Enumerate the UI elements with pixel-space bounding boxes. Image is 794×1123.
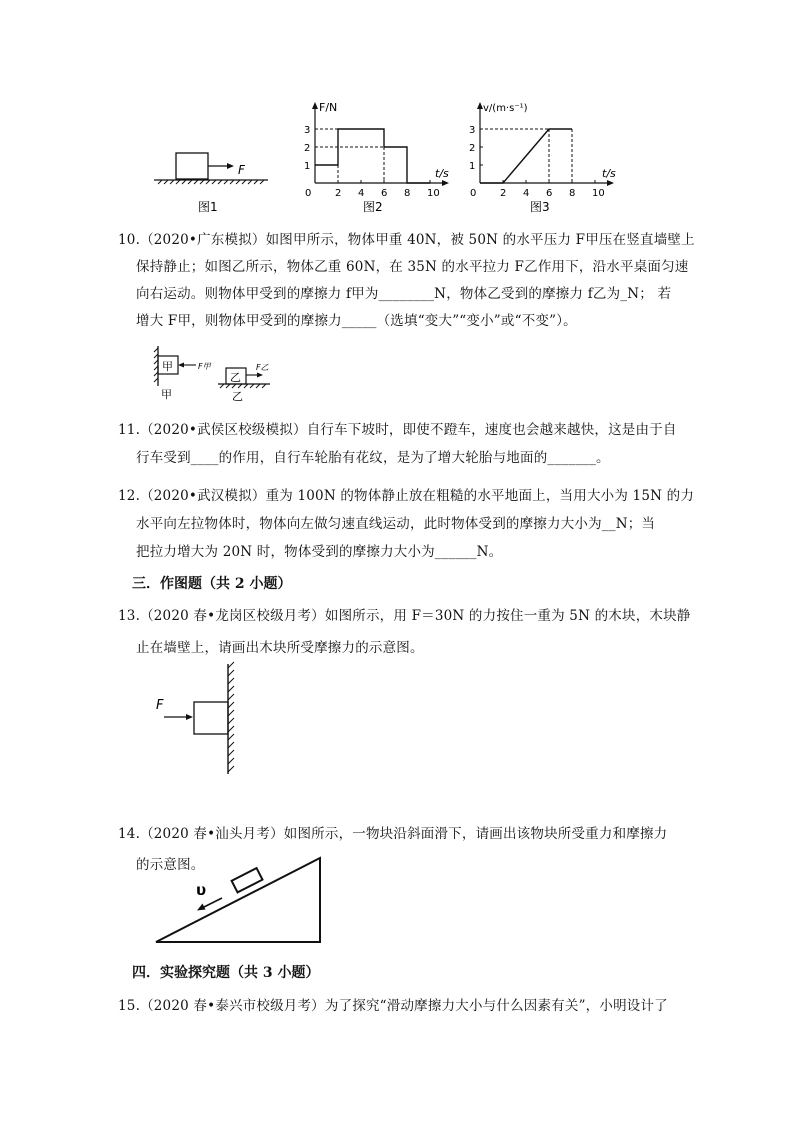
series-solid (315, 129, 430, 183)
q10-line-1: 10.（2020•广东模拟）如图甲所示，物体甲重 40N，被 50N 的水平压力 F甲压在竖直墙壁上 (118, 232, 695, 248)
force-label: F (156, 698, 164, 713)
q14-figure (150, 850, 330, 950)
y-tick-label: 1 (304, 161, 311, 172)
figure-2-caption: 图2 (363, 200, 383, 214)
q12-line-1: 12.（2020•武汉模拟）重为 100N 的物体静止放在粗糙的水平地面上，当用大小为 15N 的力 (118, 488, 695, 504)
figure-3-caption: 图3 (530, 200, 550, 214)
q15-line-1: 15.（2020 春•泰兴市校级月考）为了探究“滑动摩擦力大小与什么因素有关”，小明设计了 (118, 998, 668, 1014)
x-tick-label: 10 (427, 188, 440, 199)
block-yi-label: 乙 (230, 371, 241, 384)
figure-3-velocity-time-graph (460, 97, 625, 217)
series-velocity (480, 129, 572, 183)
x-tick-label: 6 (546, 188, 553, 199)
velocity-label: υ (196, 881, 207, 899)
y-tick-label: 2 (469, 143, 476, 154)
y-tick-label: 3 (304, 125, 311, 136)
x-tick-label: 4 (523, 188, 530, 199)
q13-line-2: 止在墙壁上，请画出木块所受摩擦力的示意图。 (136, 640, 424, 656)
figure-yi-caption: 乙 (232, 390, 243, 403)
x-tick-label: 0 (305, 188, 312, 199)
y-tick-label: 3 (469, 125, 476, 136)
figure-1-caption: 图1 (198, 200, 218, 214)
q12-line-2: 水平向左拉物体时，物体向左做匀速直线运动，此时物体受到的摩擦力大小为__N；当 (136, 516, 656, 532)
x-tick-label: 10 (592, 188, 605, 199)
q12-line-3: 把拉力增大为 20N 时，物体受到的摩擦力大小为______N。 (136, 544, 503, 560)
y-tick-label: 1 (469, 161, 476, 172)
force-yi-label: F乙 (256, 363, 269, 372)
section-4-title: 四．实验探究题（共 3 小题） (132, 965, 320, 981)
y-axis-label: F/N (319, 101, 338, 114)
q13-line-1: 13.（2020 春•龙岗区校级月考）如图所示，用 F＝30N 的力按住一重为 5N 的木块，木块静 (118, 608, 691, 624)
velocity-arrow (202, 898, 222, 908)
q13-figure (150, 660, 250, 780)
x-tick-label: 4 (358, 188, 365, 199)
section-3-title: 三．作图题（共 2 小题） (132, 576, 292, 592)
block (176, 153, 208, 179)
x-tick-label: 8 (404, 188, 411, 199)
q14-line-2: 的示意图。 (136, 857, 205, 873)
q10-line-2: 保持静止；如图乙所示，物体乙重 60N，在 35N 的水平拉力 F乙作用下，沿水平桌面匀速 (136, 259, 689, 275)
q10-line-3: 向右运动。则物体甲受到的摩擦力 f甲为________N，物体乙受到的摩擦力 f乙为_N； 若 (136, 286, 672, 302)
force-label: F (238, 163, 245, 177)
x-tick-label: 2 (335, 188, 342, 199)
x-axis-label: t/s (435, 167, 449, 180)
x-tick-label: 6 (381, 188, 388, 199)
force-jia-label: F甲 (198, 362, 211, 371)
q11-line-2: 行车受到____的作用，自行车轮胎有花纹，是为了增大轮胎与地面的_______。 (136, 450, 610, 466)
y-tick-label: 2 (304, 143, 311, 154)
wood-block (194, 702, 228, 734)
q10-line-4: 增大 F甲，则物体甲受到的摩擦力_____（选填“变大”“变小”或“不变”）。 (136, 313, 577, 329)
x-tick-label: 8 (569, 188, 576, 199)
block-jia-label: 甲 (162, 360, 173, 373)
q11-line-1: 11.（2020•武侯区校级模拟）自行车下坡时，即使不蹬车，速度也会越来越快，这是由于自 (118, 422, 677, 438)
q14-line-1: 14.（2020 春•汕头月考）如图所示，一物块沿斜面滑下，请画出该物块所受重力和摩擦力 (118, 826, 668, 842)
figure-jia-caption: 甲 (161, 388, 172, 401)
x-axis-label: t/s (602, 167, 616, 180)
x-tick-label: 0 (470, 188, 477, 199)
x-tick-label: 2 (500, 188, 507, 199)
figure-1 (150, 140, 280, 215)
y-axis-label: v/(m·s⁻¹) (483, 103, 528, 114)
q10-figure (150, 342, 290, 404)
incline (156, 858, 320, 942)
figure-2-force-time-graph (295, 97, 455, 217)
